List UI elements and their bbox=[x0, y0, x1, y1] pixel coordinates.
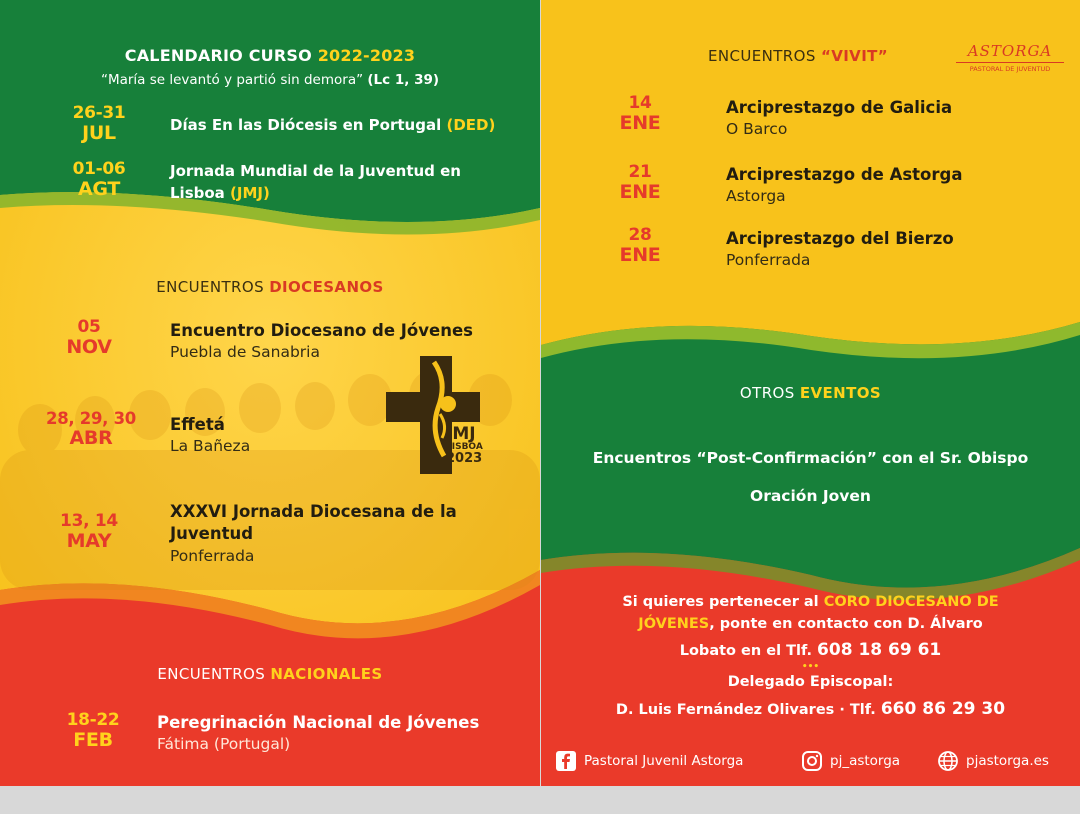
date-month: MAY bbox=[66, 530, 112, 553]
event-title-line1: XXXVI Jornada Diocesana de la bbox=[170, 502, 457, 521]
otros-item-oracion-joven: Oración Joven bbox=[750, 487, 871, 505]
jmj-lisboa-logo bbox=[382, 352, 500, 482]
event-date-feb bbox=[52, 711, 134, 751]
contact-phone-2: 660 86 29 30 bbox=[880, 698, 1006, 719]
heading-accent: NACIONALES bbox=[270, 665, 383, 683]
heading-prefix: ENCUENTROS bbox=[156, 278, 265, 296]
event-title: Arciprestazgo de Astorga bbox=[726, 165, 963, 184]
heading-accent: DIOCESANOS bbox=[269, 278, 384, 296]
contact-coro-highlight: CORO DIOCESANO DE bbox=[823, 594, 999, 610]
date-days: 28, 29, 30 bbox=[46, 409, 136, 428]
nacionales-heading bbox=[0, 665, 540, 683]
date-days: 18-22 bbox=[66, 710, 120, 730]
event-place: Fátima (Portugal) bbox=[157, 735, 291, 754]
event-date-nov bbox=[44, 318, 134, 358]
vivit-date-1 bbox=[603, 94, 677, 134]
contact-line1 bbox=[541, 592, 1080, 614]
astorga-logo-subtitle: PASTORAL DE JUVENTUD bbox=[956, 62, 1064, 73]
event-title: Días En las Diócesis en Portugal bbox=[170, 116, 442, 134]
event-title-ded bbox=[170, 116, 495, 134]
otros-item-post-confirmacion: Encuentros “Post-Confirmación” con el Sr. Obispo bbox=[592, 449, 1029, 467]
event-tag: (DED) bbox=[446, 116, 496, 134]
calendar-heading bbox=[0, 46, 540, 65]
otros-heading bbox=[541, 384, 1080, 402]
vivit-event-galicia bbox=[726, 97, 952, 140]
calendar-heading-prefix: CALENDARIO CURSO bbox=[124, 46, 312, 65]
event-title: Effetá bbox=[170, 415, 225, 434]
event-place: Puebla de Sanabria bbox=[170, 343, 320, 362]
event-tag: (JMJ) bbox=[230, 183, 270, 202]
event-place: O Barco bbox=[726, 120, 788, 139]
jmj-logo-line2: LISBOA bbox=[446, 442, 483, 452]
event-date-may bbox=[44, 512, 134, 552]
diocesanos-heading bbox=[0, 278, 540, 296]
event-place: La Bañeza bbox=[170, 437, 251, 456]
event-title: Arciprestazgo del Bierzo bbox=[726, 229, 954, 248]
heading-prefix: ENCUENTROS bbox=[157, 665, 266, 683]
date-days: 05 bbox=[77, 317, 101, 337]
date-days: 26-31 bbox=[72, 103, 126, 123]
heading-prefix: OTROS bbox=[739, 384, 795, 402]
date-days: 14 bbox=[628, 93, 652, 113]
jmj-logo-line3: 2023 bbox=[446, 451, 483, 466]
date-month: ENE bbox=[619, 244, 661, 267]
date-month: AGT bbox=[77, 178, 121, 201]
quote-reference: (Lc 1, 39) bbox=[367, 72, 440, 88]
event-date-jul bbox=[58, 104, 140, 144]
date-month: JUL bbox=[82, 122, 116, 145]
contact-delegado-name: D. Luis Fernández Olivares · Tlf. bbox=[615, 701, 876, 718]
contact-block bbox=[541, 592, 1080, 722]
date-month: ENE bbox=[619, 112, 661, 135]
right-panel bbox=[541, 0, 1080, 786]
event-title-line2: Juventud bbox=[170, 524, 254, 544]
event-effeta bbox=[170, 414, 250, 457]
facebook-label: Pastoral Juvenil Astorga bbox=[584, 753, 744, 769]
heading-prefix: ENCUENTROS bbox=[708, 47, 816, 65]
date-month: ENE bbox=[619, 181, 661, 204]
contact-line1-text: Si quieres pertenecer al bbox=[622, 594, 819, 610]
heading-accent: “VIVIT” bbox=[820, 47, 889, 65]
event-jornada-diocesana bbox=[170, 501, 457, 566]
event-place: Astorga bbox=[726, 187, 786, 206]
contact-line2 bbox=[541, 614, 1080, 636]
event-place: Ponferrada bbox=[726, 251, 811, 270]
quote-text: “María se levantó y partió sin demora” bbox=[100, 72, 364, 88]
vivit-event-bierzo bbox=[726, 228, 954, 271]
date-days: 13, 14 bbox=[60, 511, 118, 531]
event-title: Peregrinación Nacional de Jóvenes bbox=[157, 713, 480, 732]
astorga-logo-name: ASTORGA bbox=[967, 42, 1053, 60]
event-place: Ponferrada bbox=[170, 546, 255, 565]
social-web[interactable] bbox=[937, 750, 1049, 772]
vivit-date-2 bbox=[603, 163, 677, 203]
vivit-event-astorga bbox=[726, 164, 962, 207]
jmj-logo-line1: JMJ bbox=[446, 424, 476, 444]
contact-phone-1: 608 18 69 61 bbox=[817, 639, 942, 660]
contact-line2-text: , ponte en contacto con D. Álvaro bbox=[709, 615, 983, 632]
globe-icon bbox=[937, 750, 959, 772]
date-month: NOV bbox=[66, 336, 112, 359]
social-instagram[interactable] bbox=[801, 750, 900, 772]
contact-dots: ••• bbox=[801, 662, 820, 672]
event-title: Encuentro Diocesano de Jóvenes bbox=[170, 321, 473, 340]
event-title-line1: Jornada Mundial de la Juventud en bbox=[170, 162, 461, 180]
vivit-heading bbox=[708, 47, 888, 65]
event-title-line2: Lisboa bbox=[170, 183, 225, 202]
facebook-icon bbox=[555, 750, 577, 772]
calendar-heading-year: 2022-2023 bbox=[317, 46, 416, 65]
astorga-logo bbox=[956, 42, 1064, 73]
left-panel bbox=[0, 0, 540, 786]
date-days: 28 bbox=[628, 225, 652, 245]
date-days: 21 bbox=[628, 162, 652, 182]
jmj-logo-text bbox=[446, 426, 500, 465]
event-date-agt bbox=[58, 160, 140, 200]
web-label: pjastorga.es bbox=[966, 753, 1049, 769]
event-date-abr bbox=[38, 410, 144, 450]
date-month: ABR bbox=[69, 427, 113, 450]
contact-jovenes-highlight: JÓVENES bbox=[638, 615, 710, 632]
vivit-date-3 bbox=[603, 226, 677, 266]
contact-line3 bbox=[541, 638, 1080, 664]
contact-line3-text: Lobato en el Tlf. bbox=[679, 642, 812, 659]
date-month: FEB bbox=[73, 729, 113, 752]
heading-accent: EVENTOS bbox=[799, 384, 882, 402]
instagram-label: pj_astorga bbox=[830, 753, 901, 769]
social-facebook[interactable] bbox=[555, 750, 743, 772]
event-peregrinacion bbox=[157, 711, 479, 756]
instagram-icon bbox=[801, 750, 823, 772]
event-title: Arciprestazgo de Galicia bbox=[726, 98, 953, 117]
calendar-quote bbox=[0, 72, 540, 88]
date-days: 01-06 bbox=[72, 159, 126, 179]
contact-delegado-label: Delegado Episcopal: bbox=[727, 674, 894, 690]
event-title-jmj bbox=[170, 161, 461, 205]
